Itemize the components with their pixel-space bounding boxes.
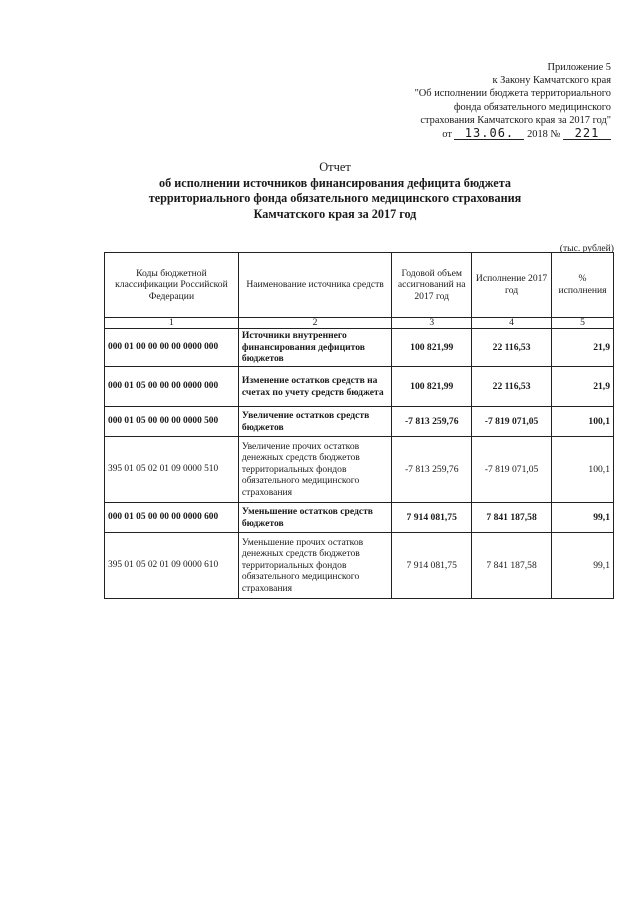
row-code: 395 01 05 02 01 09 0000 610	[105, 533, 239, 599]
units-label: (тыс. рублей)	[559, 243, 614, 254]
table-row	[105, 329, 614, 367]
decree-date-line	[415, 127, 611, 141]
row-percent: 99,1	[552, 503, 614, 533]
row-plan: 100 821,99	[392, 367, 472, 407]
row-code: 000 01 05 00 00 00 0000 500	[105, 407, 239, 437]
header-execution: Исполнение 2017 год	[472, 253, 552, 318]
row-plan: 7 914 081,75	[392, 533, 472, 599]
table-row	[105, 367, 614, 407]
row-name: Уменьшение остатков средств бюджетов	[238, 503, 391, 533]
column-number-row	[105, 318, 614, 329]
row-percent: 100,1	[552, 437, 614, 503]
date-prefix: от	[442, 129, 452, 141]
appendix-line: фонда обязательного медицинского	[453, 101, 611, 113]
header-codes: Коды бюджетной классификации Российской Федерации	[105, 253, 239, 318]
title-line-3: Камчатского края за 2017 год	[253, 206, 417, 221]
table-header-row	[105, 253, 614, 318]
column-number: 4	[472, 318, 552, 329]
table-row	[105, 407, 614, 437]
appendix-block	[415, 61, 611, 141]
column-number: 5	[552, 318, 614, 329]
column-number: 2	[238, 318, 391, 329]
row-actual: 22 116,53	[472, 367, 552, 407]
row-percent: 21,9	[552, 367, 614, 407]
header-percent: % исполнения	[552, 253, 614, 318]
appendix-line: к Закону Камчатского края	[492, 75, 611, 87]
column-number: 1	[105, 318, 239, 329]
report-title	[120, 160, 550, 222]
handwritten-number: 221	[563, 127, 611, 140]
title-line-1: об исполнении источников финансирования дефицита бюджета	[159, 175, 511, 190]
row-code: 000 01 05 00 00 00 0000 600	[105, 503, 239, 533]
appendix-line: Приложение 5	[547, 62, 611, 73]
row-percent: 99,1	[552, 533, 614, 599]
appendix-line: "Об исполнении бюджета территориального	[414, 88, 611, 100]
title-line-2: территориального фонда обязательного медицинского страхования	[148, 191, 522, 206]
title-heading: Отчет	[319, 160, 351, 174]
row-plan: 7 914 081,75	[392, 503, 472, 533]
row-code: 000 01 05 00 00 00 0000 000	[105, 367, 239, 407]
handwritten-date: 13.06.	[454, 127, 524, 140]
row-actual: -7 819 071,05	[472, 407, 552, 437]
row-actual: 22 116,53	[472, 329, 552, 367]
row-actual: 7 841 187,58	[472, 533, 552, 599]
row-name: Уменьшение прочих остатков денежных средств бюджетов территориальных фондов обязательного медицинского страхования	[238, 533, 391, 599]
row-actual: -7 819 071,05	[472, 437, 552, 503]
table-row	[105, 437, 614, 503]
table-row	[105, 533, 614, 599]
row-percent: 100,1	[552, 407, 614, 437]
row-code: 395 01 05 02 01 09 0000 510	[105, 437, 239, 503]
row-name: Источники внутреннего финансирования дефицитов бюджетов	[238, 329, 391, 367]
header-source-name: Наименование источника средств	[238, 253, 391, 318]
row-plan: -7 813 259,76	[392, 437, 472, 503]
row-plan: 100 821,99	[392, 329, 472, 367]
row-actual: 7 841 187,58	[472, 503, 552, 533]
appendix-line: страхования Камчатского края за 2017 год"	[420, 114, 611, 126]
row-percent: 21,9	[552, 329, 614, 367]
row-code: 000 01 00 00 00 00 0000 000	[105, 329, 239, 367]
table-row	[105, 503, 614, 533]
year-and-number-label: 2018 №	[527, 129, 561, 141]
column-number: 3	[392, 318, 472, 329]
report-table	[104, 252, 614, 599]
row-name: Изменение остатков средств на счетах по учету средств бюджета	[238, 367, 391, 407]
row-plan: -7 813 259,76	[392, 407, 472, 437]
header-annual-plan: Годовой объем ассигнований на 2017 год	[392, 253, 472, 318]
row-name: Увеличение остатков средств бюджетов	[238, 407, 391, 437]
row-name: Увеличение прочих остатков денежных средств бюджетов территориальных фондов обязательного медицинского страхования	[238, 437, 391, 503]
